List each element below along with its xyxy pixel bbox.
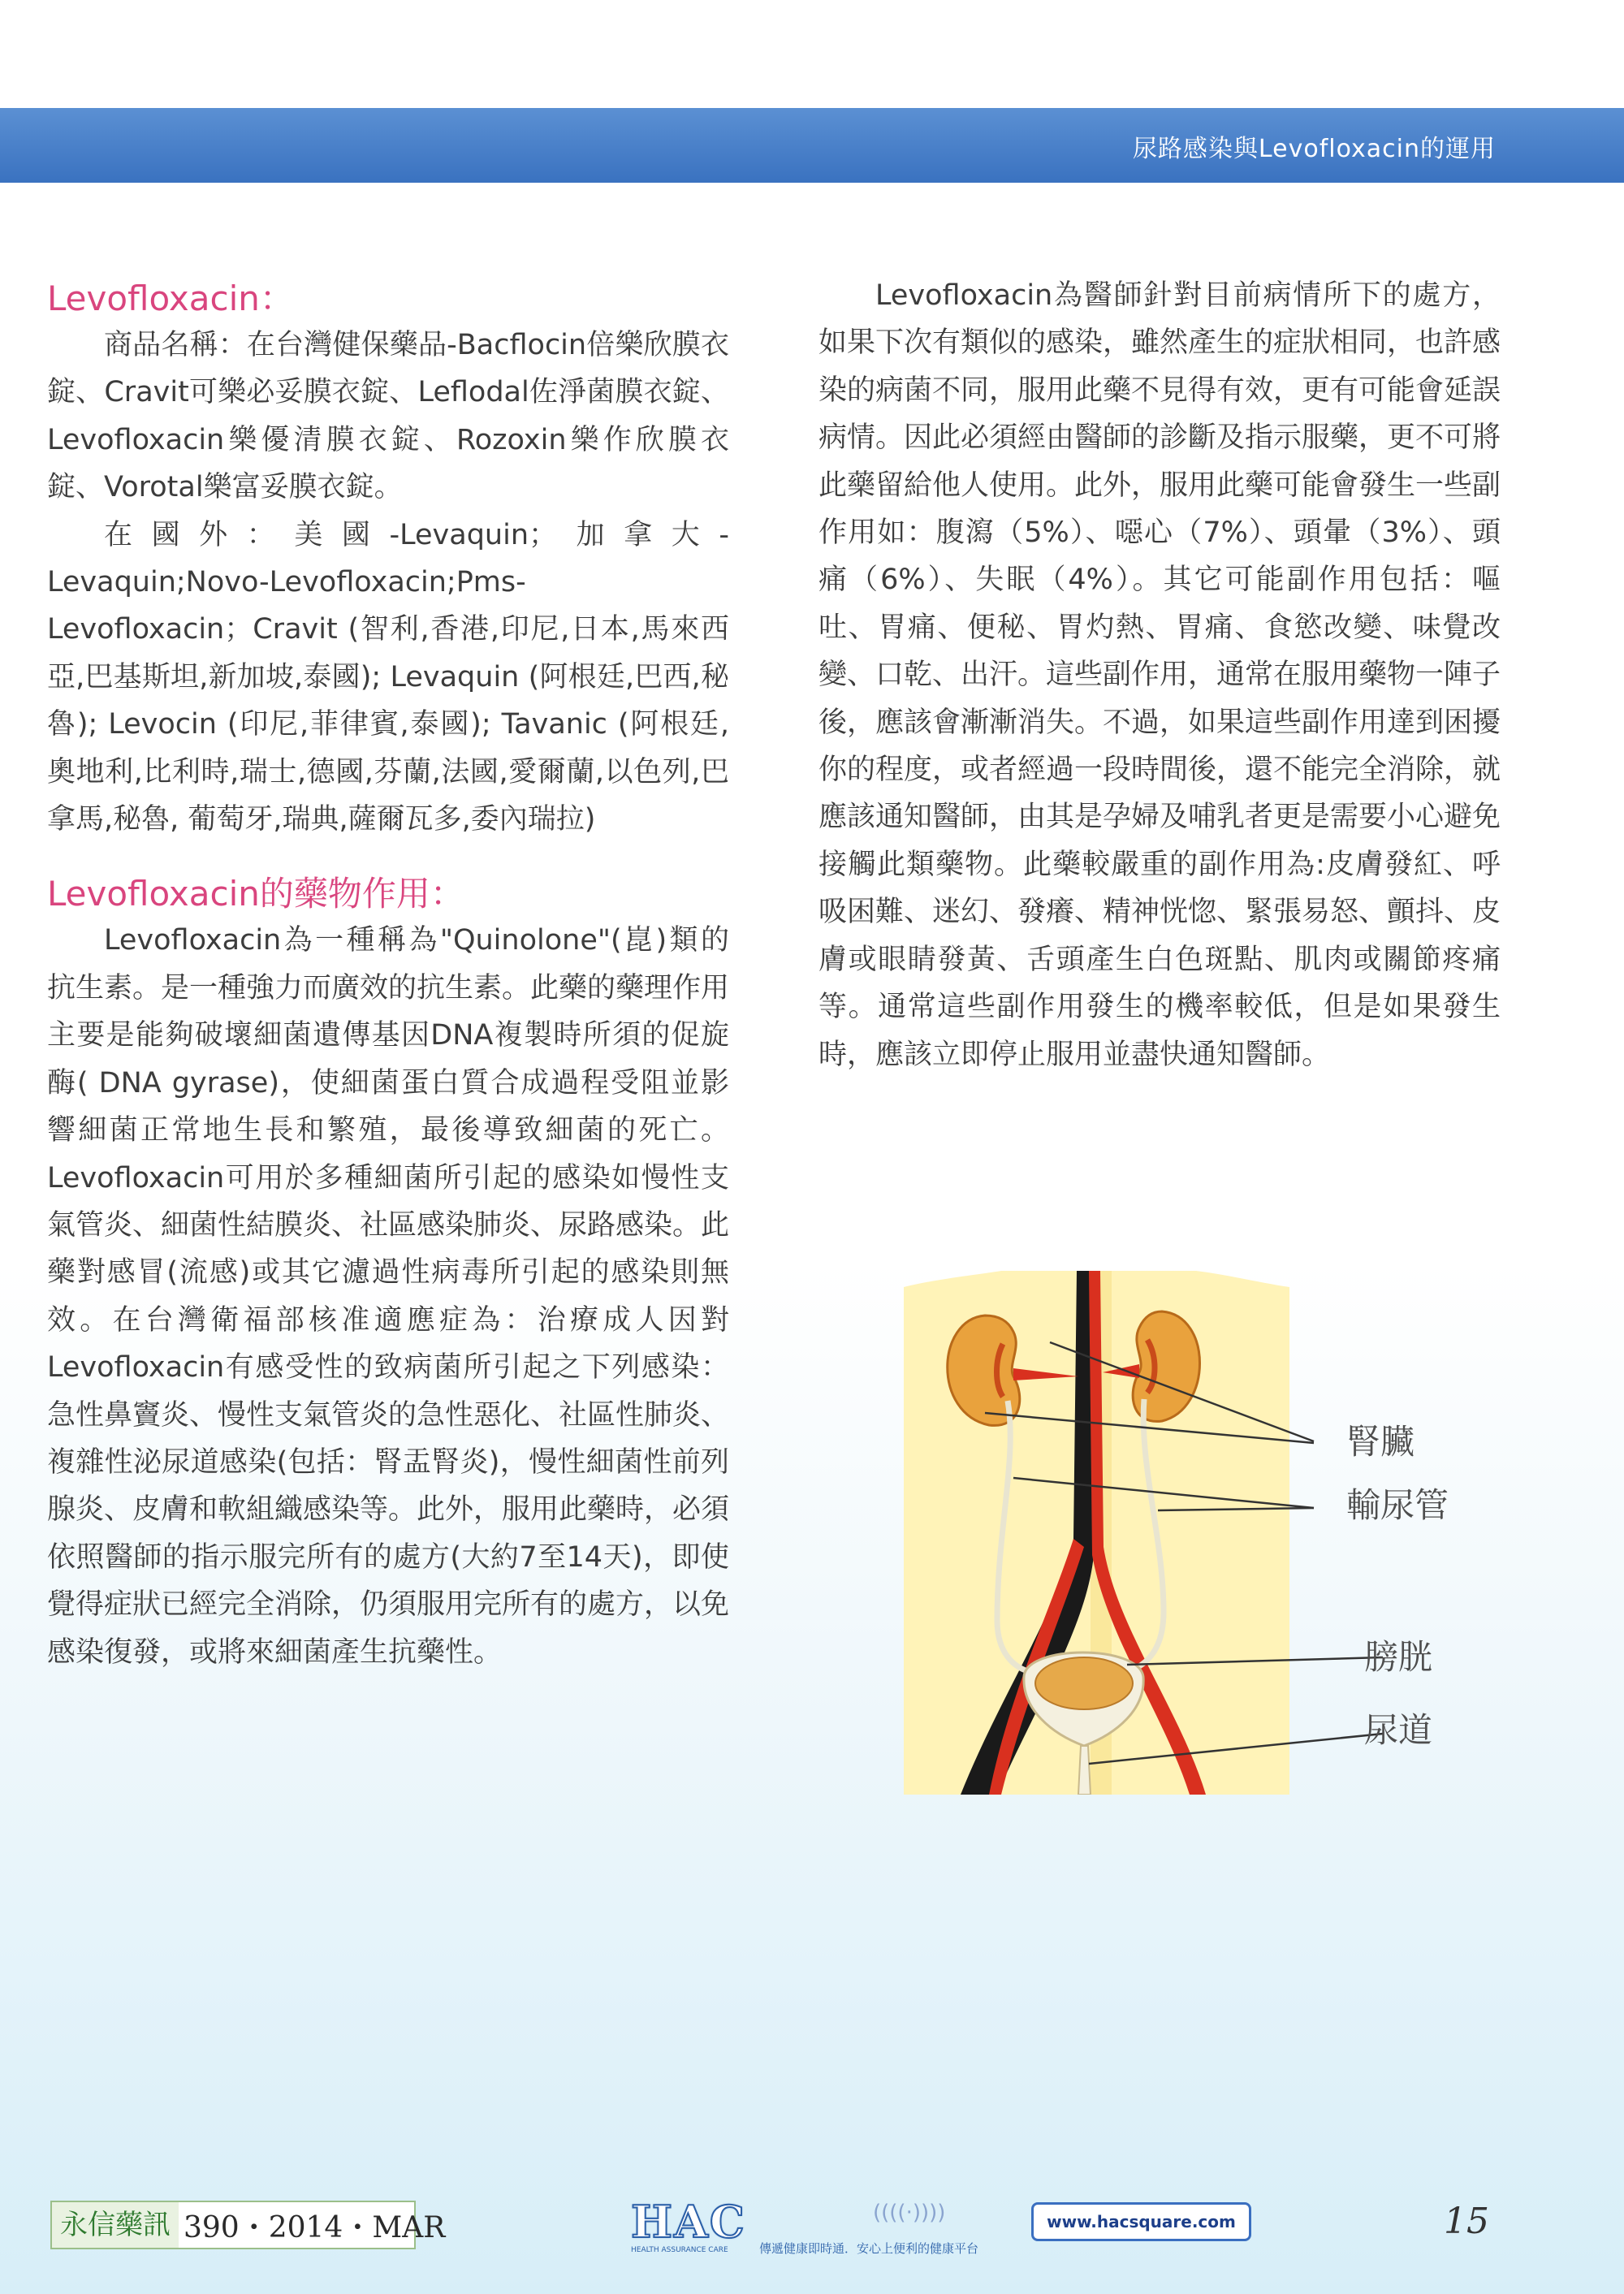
label-ureter: 輸尿管 — [1346, 1485, 1449, 1525]
section-heading-levofloxacin: Levofloxacin： — [47, 279, 294, 318]
page-number: 15 — [1444, 2201, 1489, 2242]
signal-wave-icon: ((((·)))) — [873, 2201, 946, 2225]
publication-badge — [50, 2201, 446, 2249]
paragraph-side-effects: Levofloxacin為醫師針對目前病情所下的處方，如果下次有類似的感染，雖然產生的症狀相同，也許感染的病菌不同，服用此藥不見得有效，更有可能會延誤病情。因此必須經由醫師的診斷及指示服藥，更不可將此藥留給他人使用。此外，服用此藥可能會發生一些副作用如：腹瀉（5%）、噁心（7%）、頭暈（3%）、頭痛（6%）、失眠（4%）。其它可能副作用包括：嘔吐、胃痛、便秘、胃灼熱、胃痛、食慾改變、味覺改變、口乾、出汗。這些副作用，通常在服用藥物一陣子後，應該會漸漸消失。不過，如果這些副作用達到困擾你的程度，或者經過一段時間後，還不能完全消除，就應該通知醫師，由其是孕婦及哺乳者更是需要小心避免接觸此類藥物。此藥較嚴重的副作用為:皮膚發紅、呼吸困難、迷幻、發癢、精神恍惚、緊張易怒、顫抖、皮膚或眼睛發黃、舌頭產生白色斑點、肌肉或關節疼痛等。通常這些副作用發生的機率較低，但是如果發生時，應該立即停止服用並盡快通知醫師。 — [818, 279, 1501, 1071]
publication-issue: 390・2014・MAR — [184, 2210, 446, 2244]
urinary-system-diagram — [904, 1271, 1476, 1795]
left-column — [47, 276, 729, 1676]
running-header-title: 尿路感染與Levofloxacin的運用 — [1132, 135, 1496, 163]
label-urethra: 尿道 — [1364, 1710, 1433, 1750]
paragraph-drug-action: Levofloxacin為一種稱為"Quinolone"(崑)類的抗生素。是一種強力而廣效的抗生素。此藥的藥理作用主要是能夠破壞細菌遺傳基因DNA複製時所須的促旋酶( DNA gyrase)，使細菌蛋白質合成過程受阻並影響細菌正常地生長和繁殖，最後導致細菌的死亡。Levofloxacin可用於多種細菌所引起的感染如慢性支氣管炎、細菌性結膜炎、社區感染肺炎、尿路感染。此藥對感冒(流感)或其它濾過性病毒所引起的感染則無效。在台灣衛福部核准適應症為：治療成人因對Levofloxacin有感受性的致病菌所引起之下列感染：急性鼻竇炎、慢性支氣管炎的急性惡化、社區性肺炎、複雜性泌尿道感染(包括：腎盂腎炎)，慢性細菌性前列腺炎、皮膚和軟組織感染等。此外，服用此藥時，必須依照醫師的指示服完所有的處方(大約7至14天)，即使覺得症狀已經完全消除，仍須服用完所有的處方，以免感染復發，或將來細菌產生抗藥性。 — [47, 924, 730, 1669]
urethra — [1078, 1746, 1091, 1795]
website-link[interactable]: www.hacsquare.com — [1031, 2202, 1251, 2241]
bladder-inner — [1035, 1657, 1133, 1709]
hac-logo: HAC — [631, 2196, 746, 2248]
label-bladder: 膀胱 — [1364, 1637, 1433, 1677]
paragraph-brand-names: 商品名稱：在台灣健保藥品-Bacflocin倍樂欣膜衣錠、Cravit可樂必妥膜衣錠、Leflodal佐淨菌膜衣錠、Levofloxacin樂優清膜衣錠、Rozoxin樂作欣膜衣錠、Vorotal樂富妥膜衣錠。 — [47, 329, 729, 504]
hac-tagline: 傳遞健康即時通．安心上便利的健康平台 — [759, 2241, 979, 2256]
section-heading-drug-action: Levofloxacin的藥物作用： — [47, 874, 464, 914]
paragraph-foreign-brands: 在國外：美國-Levaquin；加拿大-Levaquin;Novo-Levofloxacin;Pms-Levofloxacin；Cravit (智利,香港,印尼,日本,馬來西亞,巴基斯坦,新加坡,泰國); Levaquin (阿根廷,巴西,秘魯); Levocin (印尼,菲律賓,泰國); Tavanic (阿根廷,奧地利,比利時,瑞士,德國,芬蘭,法國,愛爾蘭,以色列,巴拿馬,秘魯, 葡萄牙,瑞典,薩爾瓦多,委內瑞拉) — [47, 518, 729, 836]
right-column — [818, 272, 1501, 1078]
hac-logo-subtitle: HEALTH ASSURANCE CARE — [631, 2246, 728, 2254]
publication-name: 永信藥訊 — [52, 2202, 179, 2248]
label-kidney: 腎臟 — [1346, 1422, 1415, 1462]
hac-footer-banner — [621, 2192, 1246, 2257]
